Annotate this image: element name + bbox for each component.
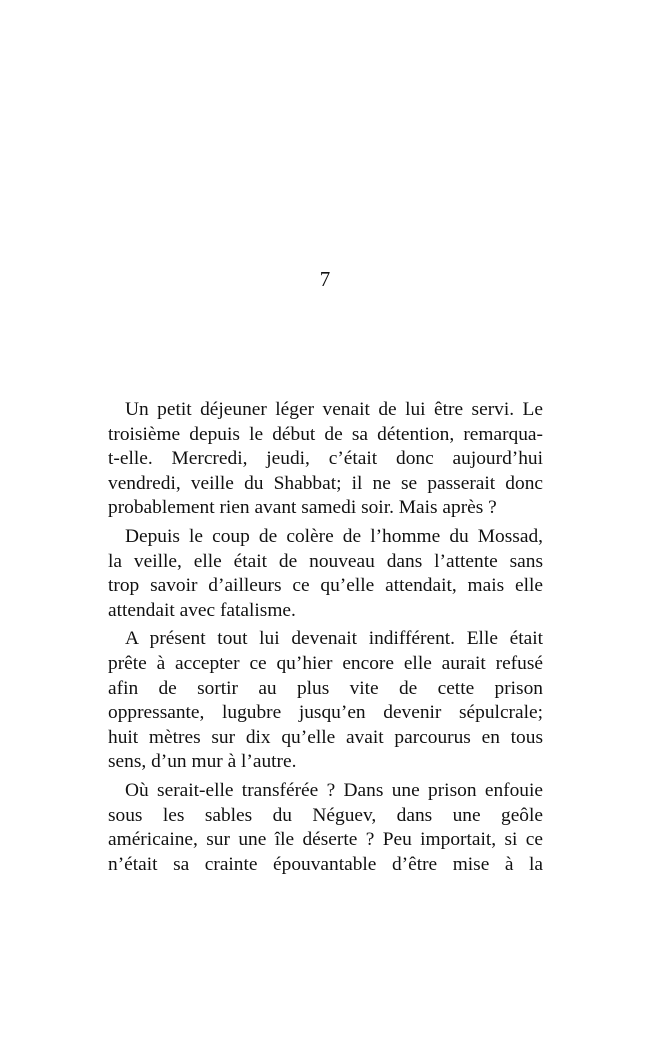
- text-line: Où serait-elle transférée ? Dans une prison enfouie: [125, 779, 543, 801]
- text-line: afin de sortir au plus vite de cette prison: [108, 677, 543, 699]
- text-line: trop savoir d’ailleurs ce qu’elle attendait, mais elle: [108, 575, 543, 597]
- text-line: la veille, elle était de nouveau dans l’attente sans: [108, 550, 543, 572]
- paragraph: [108, 525, 543, 623]
- chapter-body: [108, 398, 543, 877]
- text-line: vendredi, veille du Shabbat; il ne se passerait donc: [108, 472, 543, 494]
- text-line: A présent tout lui devenait indifférent. Elle était: [125, 628, 543, 650]
- text-line: Un petit déjeuner léger venait de lui être servi. Le: [125, 399, 543, 420]
- text-line: t-elle. Mercredi, jeudi, c’était donc aujourd’hui: [108, 448, 543, 470]
- text-line: attendait avec fatalisme.: [108, 599, 296, 621]
- text-line: Depuis le coup de colère de l’homme du Mossad,: [125, 525, 543, 547]
- text-line: troisième depuis le début de sa détention, remarqua-: [108, 423, 543, 445]
- text-line: sens, d’un mur à l’autre.: [108, 751, 297, 773]
- paragraph: [108, 398, 543, 521]
- text-line: huit mètres sur dix qu’elle avait parcourus en tous: [108, 726, 543, 748]
- text-line: probablement rien avant samedi soir. Mais après ?: [108, 497, 497, 519]
- text-line: sous les sables du Néguev, dans une geôle: [108, 804, 543, 826]
- paragraph: [108, 779, 543, 877]
- text-line: prête à accepter ce qu’hier encore elle aurait refusé: [108, 652, 543, 674]
- text-line: américaine, sur une île déserte ? Peu importait, si ce: [108, 829, 543, 851]
- chapter-number: 7: [319, 267, 331, 291]
- text-line: n’était sa crainte épouvantable d’être mise à la: [108, 853, 543, 875]
- paragraph: [108, 627, 543, 775]
- text-line: oppressante, lugubre jusqu’en devenir sépulcrale;: [108, 702, 543, 724]
